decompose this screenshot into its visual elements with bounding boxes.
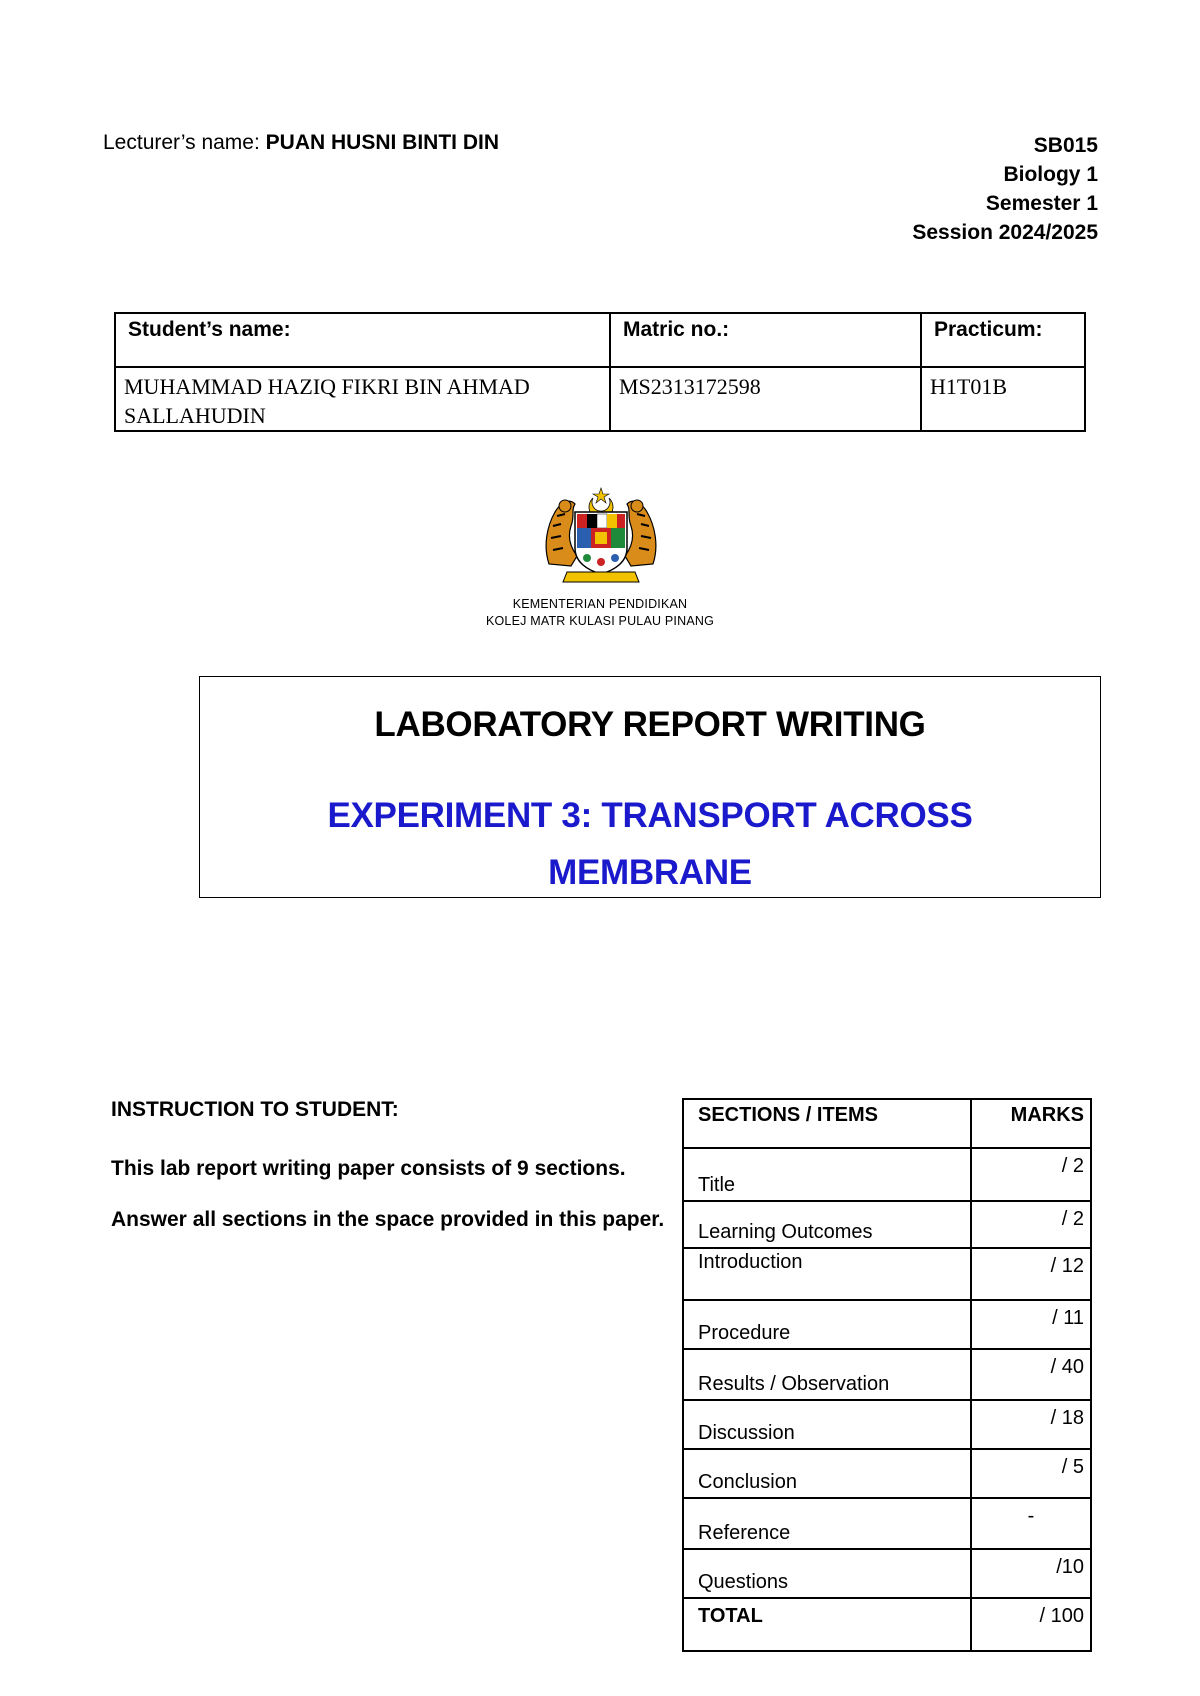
section-name: Title bbox=[683, 1148, 971, 1201]
section-marks: / 2 bbox=[971, 1201, 1091, 1248]
matric-value: MS2313172598 bbox=[610, 367, 921, 431]
table-row bbox=[683, 1349, 1091, 1400]
table-row bbox=[683, 1300, 1091, 1349]
instructions-line2: Answer all sections in the space provided in this paper. bbox=[111, 1208, 665, 1231]
coat-of-arms-icon bbox=[541, 486, 661, 586]
section-marks: / 2 bbox=[971, 1148, 1091, 1201]
report-title: LABORATORY REPORT WRITING bbox=[374, 705, 926, 744]
session: Session 2024/2025 bbox=[912, 221, 1098, 244]
section-name: Discussion bbox=[683, 1400, 971, 1449]
marks-table bbox=[682, 1098, 1092, 1652]
section-marks: / 11 bbox=[971, 1300, 1091, 1349]
table-row bbox=[683, 1148, 1091, 1201]
table-row bbox=[683, 1248, 1091, 1300]
section-name: Procedure bbox=[683, 1300, 971, 1349]
experiment-title bbox=[200, 787, 1100, 901]
section-marks: - bbox=[971, 1498, 1091, 1549]
student-name-label: Student’s name: bbox=[115, 313, 610, 367]
section-marks: / 40 bbox=[971, 1349, 1091, 1400]
table-row bbox=[683, 1549, 1091, 1598]
instructions-heading: INSTRUCTION TO STUDENT: bbox=[111, 1098, 399, 1121]
lecturer-line bbox=[103, 131, 499, 155]
section-marks: / 12 bbox=[971, 1248, 1091, 1300]
practicum-value: H1T01B bbox=[921, 367, 1085, 431]
total-marks: / 100 bbox=[971, 1598, 1091, 1651]
student-table-header bbox=[115, 313, 1085, 367]
ministry-text bbox=[400, 596, 800, 630]
section-name: Conclusion bbox=[683, 1449, 971, 1498]
practicum-label: Practicum: bbox=[921, 313, 1085, 367]
student-name-line1: MUHAMMAD HAZIQ FIKRI BIN AHMAD bbox=[124, 374, 530, 399]
table-row bbox=[683, 1449, 1091, 1498]
instructions-line1: This lab report writing paper consists of 9 sections. bbox=[111, 1157, 626, 1180]
lecturer-name: PUAN HUSNI BINTI DIN bbox=[265, 131, 499, 154]
section-name: Questions bbox=[683, 1549, 971, 1598]
sections-column-header: SECTIONS / ITEMS bbox=[683, 1099, 971, 1148]
marks-table-header bbox=[683, 1099, 1091, 1148]
student-info-table bbox=[114, 312, 1086, 432]
student-name-line2: SALLAHUDIN bbox=[124, 403, 266, 428]
instructions bbox=[111, 1094, 681, 1235]
title-box bbox=[199, 676, 1101, 898]
marks-column-header: MARKS bbox=[971, 1099, 1091, 1148]
total-label: TOTAL bbox=[683, 1598, 971, 1651]
section-name: Reference bbox=[683, 1498, 971, 1549]
course-code: SB015 bbox=[1033, 134, 1098, 157]
experiment-title-line1: EXPERIMENT 3: TRANSPORT ACROSS bbox=[327, 796, 973, 835]
ministry-line2: KOLEJ MATR KULASI PULAU PINANG bbox=[485, 614, 715, 628]
section-marks: / 18 bbox=[971, 1400, 1091, 1449]
student-name-value bbox=[115, 367, 610, 431]
table-row bbox=[683, 1400, 1091, 1449]
course-name: Biology 1 bbox=[1003, 163, 1098, 186]
section-marks: / 5 bbox=[971, 1449, 1091, 1498]
experiment-title-line2: MEMBRANE bbox=[548, 853, 752, 892]
section-name: Learning Outcomes bbox=[683, 1201, 971, 1248]
total-row bbox=[683, 1598, 1091, 1651]
section-name: Introduction bbox=[683, 1248, 971, 1300]
semester: Semester 1 bbox=[985, 192, 1098, 215]
ministry-line1: KEMENTERIAN PENDIDIKAN bbox=[512, 597, 688, 611]
section-name: Results / Observation bbox=[683, 1349, 971, 1400]
lecturer-label: Lecturer’s name: bbox=[103, 131, 260, 154]
course-info bbox=[912, 131, 1098, 247]
section-marks: /10 bbox=[971, 1549, 1091, 1598]
matric-label: Matric no.: bbox=[610, 313, 921, 367]
student-table-values bbox=[115, 367, 1085, 431]
table-row bbox=[683, 1498, 1091, 1549]
table-row bbox=[683, 1201, 1091, 1248]
